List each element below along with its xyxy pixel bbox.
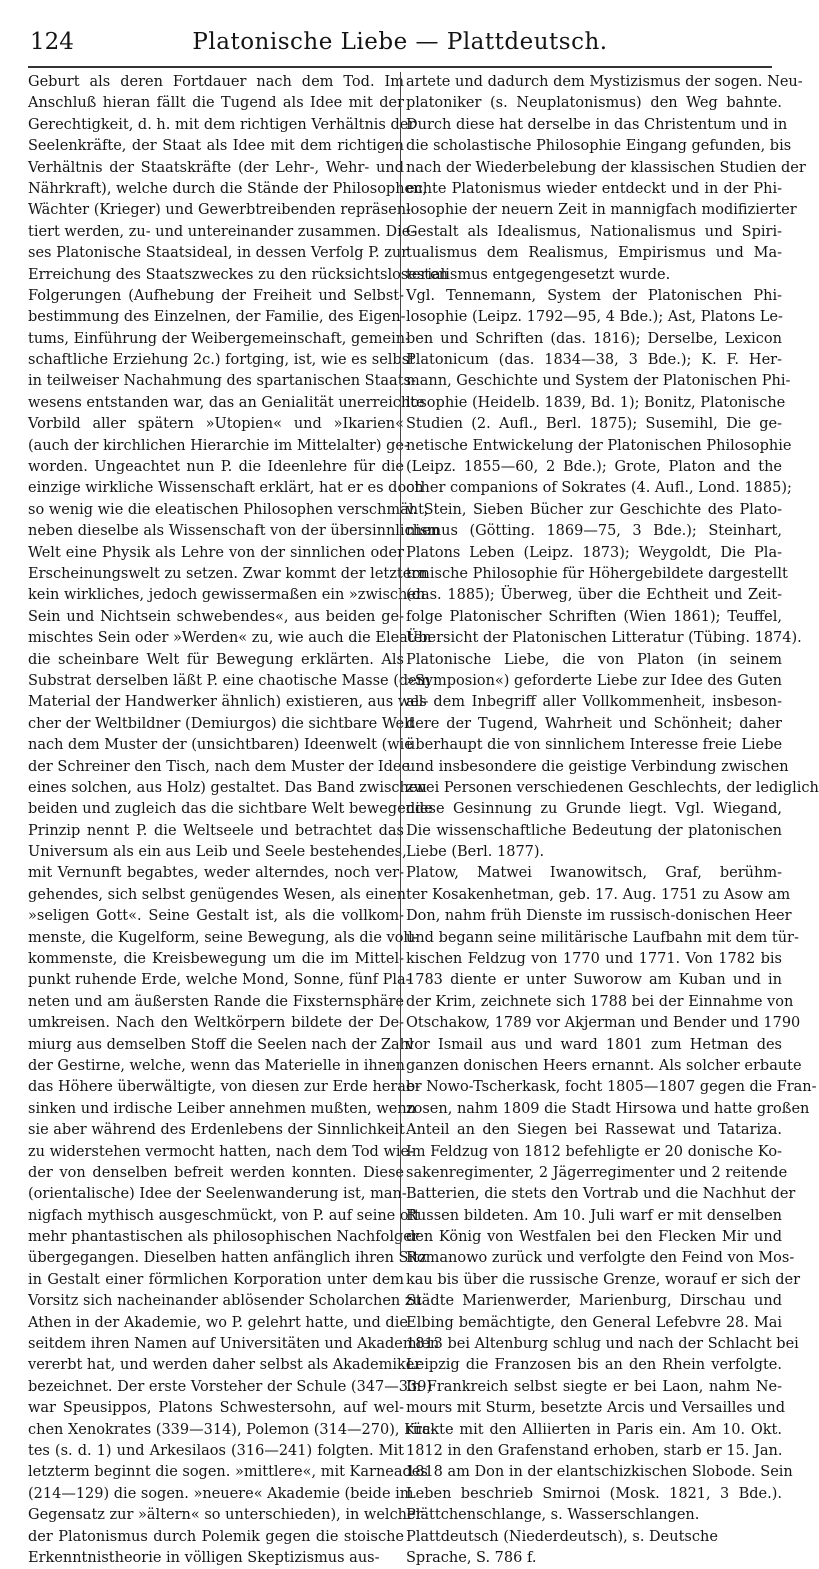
text-line: Prinzip nennt P. die Weltseele und betrachtet das: [28, 822, 404, 839]
left-column: [28, 72, 449, 1569]
text-line: beiden und zugleich das die sichtbare Welt bewegende: [28, 801, 433, 818]
text-line: tonische Philosophie für Höhergebildete dargestellt: [406, 565, 788, 582]
text-line: Übersicht der Platonischen Litteratur (Tübing. 1874).: [406, 630, 802, 647]
text-line: der von denselben befreit werden konnten. Diese: [28, 1164, 404, 1181]
text-line: Studien (2. Aufl., Berl. 1875); Susemihl, Die ge-: [406, 416, 782, 433]
text-line: ben und Schriften (das. 1816); Derselbe, Lexicon: [406, 330, 782, 347]
text-line: überhaupt die von sinnlichem Interesse freie Liebe: [406, 737, 783, 754]
text-line: den König von Westfalen bei den Flecken Mir und: [406, 1229, 782, 1246]
text-line: mehr phantastischen als philosophischen Nachfolger: [28, 1229, 419, 1246]
text-line: Folgerungen (Aufhebung der Freiheit und Selbst-: [28, 287, 404, 304]
text-line: netische Entwickelung der Platonischen Philosophie: [406, 437, 792, 454]
text-line: als dem Inbegriff aller Vollkommenheit, insbeson-: [406, 694, 782, 711]
text-line: neben dieselbe als Wissenschaft von der übersinnlichen: [28, 523, 440, 540]
text-line: menste, die Kugelform, seine Bewegung, als die voll-: [28, 929, 418, 946]
text-line: Vgl. Tennemann, System der Platonischen Phi-: [406, 287, 782, 304]
text-line: neten und am äußersten Rande die Fixsternsphäre: [28, 993, 404, 1010]
text-line: bestimmung des Einzelnen, der Familie, des Eigen-: [28, 309, 406, 326]
text-line: Städte Marienwerder, Marienburg, Dirschau und: [406, 1293, 782, 1310]
text-line: ter Kosakenhetman, geb. 17. Aug. 1751 zu Asow am: [406, 886, 791, 903]
text-line: übergegangen. Dieselben hatten anfänglich ihren Sitz: [28, 1250, 427, 1267]
text-line: Vorsitz sich nacheinander ablösender Scholarchen zu: [28, 1293, 422, 1310]
text-line: nigfach mythisch ausgeschmückt, von P. auf seine oft: [28, 1207, 420, 1224]
text-line: 1812 in den Grafenstand erhoben, starb er 15. Jan.: [406, 1443, 783, 1459]
text-line: Erreichung des Staatszweckes zu den rücksichtslosesten: [28, 266, 449, 283]
text-line: Plattdeutsch (Niederdeutsch), s. Deutsche: [406, 1528, 718, 1545]
text-line: Erkenntnistheorie in völligen Skeptizismus aus-: [28, 1549, 380, 1566]
text-line: Welt eine Physik als Lehre von der sinnlichen oder: [28, 544, 404, 561]
text-line: 1783 diente er unter Suworow am Kuban und in: [406, 972, 782, 989]
text-line: »seligen Gott«. Seine Gestalt ist, als die vollkom-: [28, 908, 404, 925]
text-line: 1813 bei Altenburg schlug und nach der Schlacht bei: [406, 1336, 799, 1353]
text-line: er Nowo-Tscherkask, focht 1805—1807 gegen die Fran-: [406, 1079, 817, 1096]
text-line: vererbt hat, und werden daher selbst als Akademiker: [28, 1357, 422, 1374]
text-line: in teilweiser Nachahmung des spartanischen Staats-: [28, 373, 416, 390]
text-line: punkt ruhende Erde, welche Mond, Sonne, fünf Pla-: [28, 972, 411, 989]
text-line: der Krim, zeichnete sich 1788 bei der Einnahme von: [406, 993, 794, 1010]
text-line: Platons Leben (Leipz. 1873); Weygoldt, Die Pla-: [406, 544, 782, 561]
text-line: (orientalische) Idee der Seelenwanderung ist, man-: [28, 1186, 407, 1203]
text-line: und begann seine militärische Laufbahn mit dem tür-: [406, 929, 799, 946]
text-line: sakenregimenter, 2 Jägerregimenter und 2 reitende: [406, 1164, 788, 1181]
text-line: Substrat derselben läßt P. eine chaotische Masse (dem: [28, 672, 431, 689]
text-line: chen Xenokrates (339—314), Polemon (314—270), Kra-: [28, 1421, 436, 1438]
text-line: platoniker (s. Neuplatonismus) den Weg bahnte.: [406, 95, 782, 112]
text-line: kommenste, die Kreisbewegung um die im Mittel-: [28, 951, 404, 968]
text-line: Sein und Nichtsein schwebendes«, aus beiden ge-: [28, 608, 404, 625]
text-line: Anteil an den Siegen bei Rassewat und Tatariza.: [406, 1122, 782, 1139]
text-line: Gegensatz zur »ältern« so unterschieden), in welcher: [28, 1507, 423, 1524]
text-line: Don, nahm früh Dienste im russisch-donischen Heer: [406, 908, 792, 925]
text-line: rückte mit den Alliierten in Paris ein. Am 10. Okt.: [406, 1421, 782, 1438]
text-line: die scholastische Philosophie Eingang gefunden, bis: [406, 138, 792, 155]
text-line: die scheinbare Welt für Bewegung erklärten. Als: [28, 651, 404, 668]
text-line: Gerechtigkeit, d. h. mit dem richtigen Verhältnis der: [28, 116, 416, 133]
text-line: losophie (Leipz. 1792—95, 4 Bde.); Ast, Platons Le-: [406, 309, 783, 326]
text-line: war Speusippos, Platons Schwestersohn, auf wel-: [28, 1400, 404, 1417]
text-line: seitdem ihren Namen auf Universitäten und Akademien: [28, 1336, 440, 1353]
text-line: der Schreiner den Tisch, nach dem Muster der Idee: [28, 758, 411, 775]
text-line: Leben beschrieb Smirnoi (Mosk. 1821, 3 Bde.).: [406, 1485, 782, 1502]
text-line: Platonicum (das. 1834—38, 3 Bde.); K. F. Her-: [406, 352, 782, 369]
text-line: Nährkraft), welche durch die Stände der Philosophen,: [28, 180, 428, 197]
text-line: ses Platonische Staatsideal, in dessen Verfolg P. zur: [28, 245, 409, 262]
text-line: mours mit Sturm, besetzte Arcis und Versailles und: [406, 1400, 786, 1417]
text-line: (214—129) die sogen. »neuere« Akademie (beide im: [28, 1485, 414, 1502]
text-line: Durch diese hat derselbe in das Christentum und in: [406, 116, 788, 133]
text-line: vor Ismail aus und ward 1801 zum Hetman des: [406, 1036, 782, 1053]
text-line: losophie der neuern Zeit in mannigfach modifizierter: [406, 202, 797, 219]
text-line: folge Platonischer Schriften (Wien 1861); Teuffel,: [406, 608, 782, 625]
page-number: 124: [30, 29, 74, 55]
text-line: Liebe (Berl. 1877).: [406, 844, 545, 861]
text-line: der Gestirne, welche, wenn das Materielle in ihnen: [28, 1057, 406, 1074]
text-line: so wenig wie die eleatischen Philosophen verschmäht,: [28, 501, 429, 518]
text-line: »Symposion«) geforderte Liebe zur Idee des Guten: [406, 672, 782, 689]
text-line: Gestalt als Idealismus, Nationalismus und Spiri-: [406, 223, 782, 240]
text-line: und insbesondere die geistige Verbindung zwischen: [406, 758, 789, 775]
text-line: Die wissenschaftliche Bedeutung der platonischen: [406, 822, 782, 839]
running-title: Platonische Liebe — Plattdeutsch.: [192, 29, 608, 55]
text-line: nach der Wiederbelebung der klassischen Studien der: [406, 159, 806, 176]
text-line: Otschakow, 1789 vor Akjerman und Bender und 1790: [406, 1015, 801, 1032]
text-line: 1818 am Don in der elantschizkischen Slobode. Sein: [406, 1464, 793, 1481]
text-line: ganzen donischen Heers ernannt. Als solcher erbaute: [406, 1057, 802, 1074]
text-line: eines solchen, aus Holz) gestaltet. Das Band zwischen: [28, 779, 427, 796]
text-line: sinken und irdische Leiber annehmen mußten, wenn: [28, 1100, 417, 1117]
text-line: das Höhere überwältigte, von diesen zur Erde herab-: [28, 1079, 421, 1096]
text-line: Im Feldzug von 1812 befehligte er 20 donische Ko-: [406, 1143, 782, 1160]
text-line: Seelenkräfte, der Staat als Idee mit dem richtigen: [28, 138, 404, 155]
text-line: tualismus dem Realismus, Empirismus und Ma-: [406, 245, 782, 262]
text-line: Vorbild aller spätern »Utopien« und »Ikarien«: [28, 416, 404, 433]
text-line: Erscheinungswelt zu setzen. Zwar kommt der letztern: [28, 565, 428, 582]
text-line: mit Vernunft begabtes, weder alterndes, noch ver-: [28, 865, 404, 882]
text-line: mischtes Sein oder »Werden« zu, wie auch die Eleaten: [28, 630, 432, 647]
text-line: tiert werden, zu- und untereinander zusammen. Die-: [28, 223, 416, 240]
text-line: cher der Weltbildner (Demiurgos) die sichtbare Welt: [28, 715, 415, 732]
text-line: (Leipz. 1855—60, 2 Bde.); Grote, Platon and the: [406, 459, 782, 476]
text-line: tes (s. d. 1) und Arkesilaos (316—241) folgten. Mit: [28, 1443, 404, 1459]
text-line: tums, Einführung der Weibergemeinschaft, gemein-: [28, 330, 411, 347]
text-line: worden. Ungeachtet nun P. die Ideenlehre für die: [28, 459, 404, 476]
text-line: (auch der kirchlichen Hierarchie im Mittelalter) ge-: [28, 437, 409, 454]
text-line: in Gestalt einer förmlichen Korporation unter dem: [28, 1271, 404, 1288]
text-line: Platow, Matwei Iwanowitsch, Graf, berühm-: [406, 865, 782, 882]
page-header: [28, 22, 772, 62]
text-line: kein wirkliches, jedoch gewissermaßen ein »zwischen: [28, 587, 426, 604]
text-line: kischen Feldzug von 1770 und 1771. Von 1782 bis: [406, 951, 782, 968]
text-line: Russen bildeten. Am 10. Juli warf er mit denselben: [406, 1207, 782, 1224]
text-line: einzige wirkliche Wissenschaft erklärt, hat er es doch: [28, 480, 424, 497]
text-line: (das. 1885); Überweg, über die Echtheit und Zeit-: [406, 587, 782, 604]
text-line: bezeichnet. Der erste Vorsteher der Schule (347—339): [28, 1378, 433, 1395]
text-line: schaftliche Erziehung 2c.) fortging, ist, wie es selbst: [28, 352, 415, 369]
text-line: kau bis über die russische Grenze, worauf er sich der: [406, 1271, 801, 1288]
text-line: Leipzig die Franzosen bis an den Rhein verfolgte.: [406, 1357, 782, 1374]
text-line: zu widerstehen vermocht hatten, nach dem Tod wie-: [28, 1143, 414, 1160]
text-line: diese Gesinnung zu Grunde liegt. Vgl. Wiegand,: [406, 801, 782, 818]
text-line: Sprache, S. 786 f.: [406, 1549, 537, 1566]
text-line: zosen, nahm 1809 die Stadt Hirsowa und hatte großen: [406, 1100, 810, 1117]
text-line: Plättchenschlange, s. Wasserschlangen.: [406, 1507, 700, 1524]
text-line: Elbing bemächtigte, den General Lefebvre 28. Mai: [406, 1314, 782, 1331]
text-line: Wächter (Krieger) und Gewerbtreibenden repräsen-: [28, 202, 411, 219]
text-line: umkreisen. Nach den Weltkörpern bildete der De-: [28, 1015, 404, 1032]
text-line: Material der Handwerker ähnlich) existieren, aus wel-: [28, 694, 429, 711]
text-line: losophie (Heidelb. 1839, Bd. 1); Bonitz, Platonische: [406, 394, 786, 411]
text-line: Platonische Liebe, die von Platon (in seinem: [406, 651, 782, 668]
text-line: terialismus entgegengesetzt wurde.: [406, 266, 671, 283]
text-line: Geburt als deren Fortdauer nach dem Tod. Im: [28, 74, 404, 90]
text-line: wesens entstanden war, das an Genialität unerreichte: [28, 394, 425, 411]
text-line: echte Platonismus wieder entdeckt und in der Phi-: [406, 180, 782, 197]
text-line: Athen in der Akademie, wo P. gelehrt hatte, und die: [28, 1314, 408, 1331]
column-divider: [400, 72, 401, 1252]
text-line: Universum als ein aus Leib und Seele bestehendes,: [28, 844, 407, 861]
text-line: Batterien, die stets den Vortrab und die Nachhut der: [406, 1186, 796, 1203]
text-line: Romanowo zurück und verfolgte den Feind von Mos-: [406, 1250, 795, 1267]
text-line: sie aber während des Erdenlebens der Sinnlichkeit: [28, 1122, 405, 1139]
text-line: In Frankreich selbst siegte er bei Laon, nahm Ne-: [406, 1378, 782, 1395]
text-line: der Platonismus durch Polemik gegen die stoische: [28, 1528, 404, 1545]
text-line: zwei Personen verschiedenen Geschlechts, der lediglich: [406, 779, 819, 796]
text-line: dere der Tugend, Wahrheit und Schönheit; daher: [406, 715, 782, 732]
text-line: other companions of Sokrates (4. Aufl., Lond. 1885);: [406, 480, 792, 497]
text-line: v. Stein, Sieben Bücher zur Geschichte des Plato-: [406, 501, 782, 518]
text-line: mann, Geschichte und System der Platonischen Phi-: [406, 373, 791, 390]
header-rule: [28, 66, 772, 68]
text-line: Verhältnis der Staatskräfte (der Lehr-, Wehr- und: [28, 159, 404, 176]
text-line: gehendes, sich selbst genügendes Wesen, als einen: [28, 886, 406, 903]
text-line: artete und dadurch dem Mystizismus der sogen. Neu-: [406, 74, 803, 90]
text-line: miurg aus demselben Stoff die Seelen nach der Zahl: [28, 1036, 414, 1053]
right-column: [406, 72, 819, 1569]
text-line: letzterm beginnt die sogen. »mittlere«, mit Karneades: [28, 1464, 428, 1481]
text-line: Anschluß hieran fällt die Tugend als Idee mit der: [28, 95, 404, 112]
text-line: nach dem Muster der (unsichtbaren) Ideenwelt (wie: [28, 737, 413, 754]
text-line: nismus (Götting. 1869—75, 3 Bde.); Steinhart,: [406, 523, 782, 540]
